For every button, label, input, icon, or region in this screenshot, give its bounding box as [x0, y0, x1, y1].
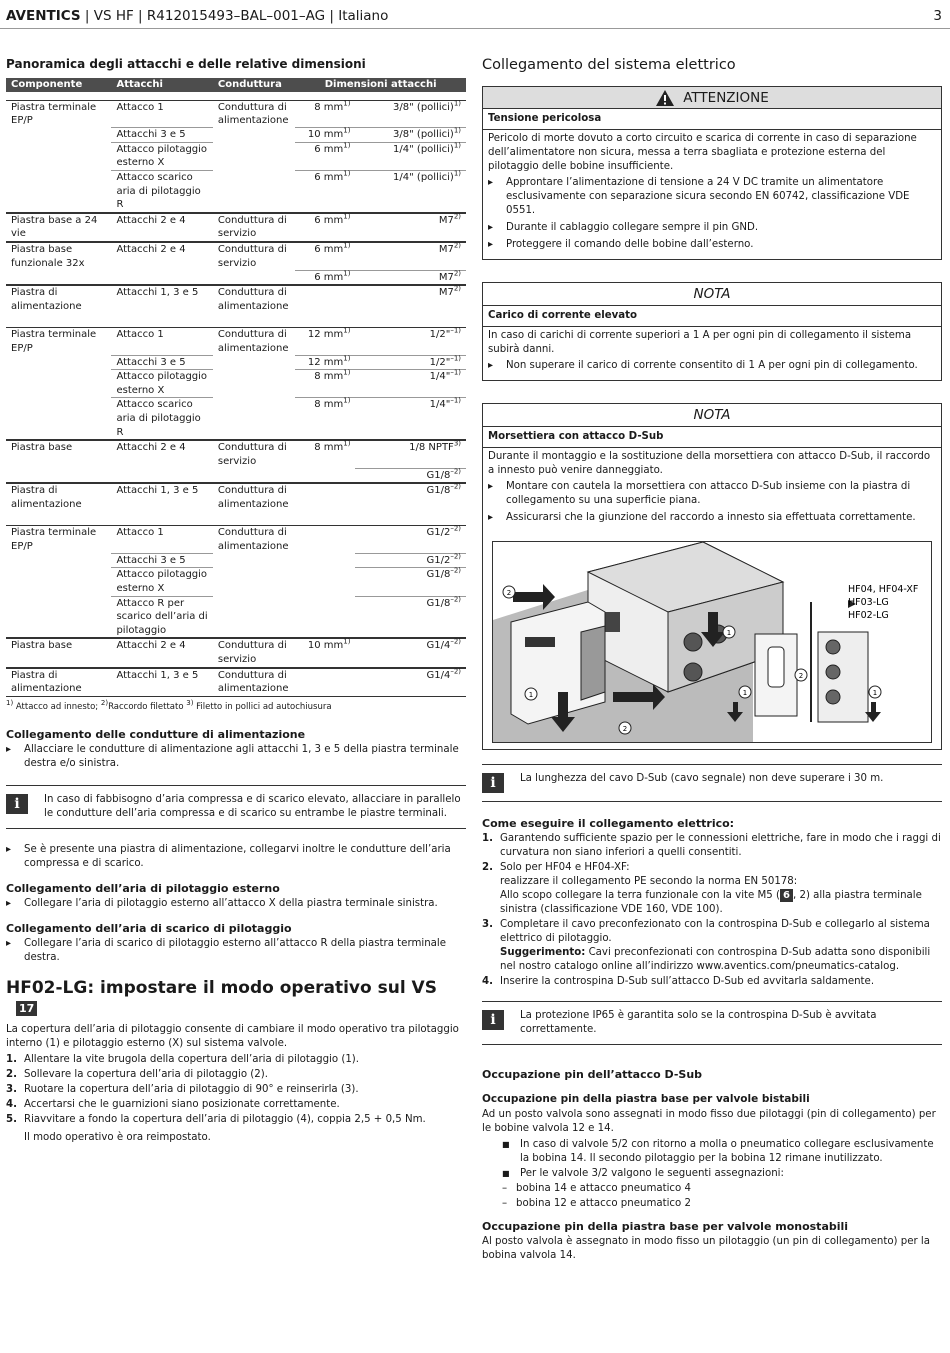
bistable-li: ■ In caso di valvole 5/2 con ritorno a molla o pneumatico collegare esclusivamente la bobina 14. Il secondo pilotaggio per la bobina 12 rimane inutilizzato.: [502, 1138, 942, 1166]
mode-step: 4. Accertarsi che le guarnizioni siano posizionate correttamente.: [6, 1099, 340, 1111]
line-cell: [213, 596, 295, 638]
callout: 1: [528, 691, 534, 699]
left-column: [6, 56, 466, 1147]
port-cell: Attacchi 3 e 5: [111, 553, 212, 568]
info-icon: i: [482, 1010, 504, 1030]
warning-li: ▸ Durante il cablaggio collegare sempre il pin GND.: [488, 221, 936, 235]
port-cell: Attacco scarico aria di pilotaggio R: [111, 170, 212, 212]
port-cell: Attacchi 2 e 4: [111, 638, 212, 667]
size-mm-cell: 12 $mm^{1)}$: [295, 327, 355, 355]
component-cell: Piastra base a 24 vie: [6, 213, 111, 242]
supply-heading: Collegamento delle condutture di alimentazione: [6, 728, 306, 742]
line-cell: Conduttura di alimentazione: [213, 327, 295, 355]
size-thread-cell: 1/4"$^{-1)}$: [355, 398, 466, 440]
size-mm-cell: 6 $mm^{1)}$: [295, 170, 355, 212]
bistable-heading: Occupazione pin della piastra base per valvole bistabili: [482, 1093, 810, 1105]
electrical-heading: Collegamento del sistema elettrico: [482, 57, 736, 73]
size-thread-cell: M7$^{2)}$: [355, 242, 466, 270]
table-row: [6, 285, 466, 313]
size-mm-cell: 8 $mm^{1)}$: [295, 100, 355, 128]
notice-bar: NOTA: [693, 407, 731, 423]
component-cell: Piastra terminale EP/P: [6, 327, 111, 355]
notice-box-current: [482, 282, 942, 381]
table-row: [6, 440, 466, 468]
component-cell: Piastra terminale EP/P: [6, 100, 111, 128]
size-thread-cell: 1/2"$^{-1)}$: [355, 355, 466, 370]
col-ports: Attacchi: [111, 78, 212, 92]
notice-li: ▸ Non superare il carico di corrente consentito di 1 A per ogni pin di collegamento.: [488, 359, 936, 373]
size-mm-cell: 10 $mm^{1)}$: [295, 128, 355, 143]
table-row: [6, 526, 466, 554]
size-mm-cell: [295, 568, 355, 596]
size-thread-cell: 1/8 NPTF$^{3)}$: [355, 440, 466, 468]
line-cell: [213, 270, 295, 285]
table-header: [6, 78, 466, 92]
port-cell: Attacchi 1, 3 e 5: [111, 483, 212, 511]
how-step: 2. Solo per HF04 e HF04-XF: realizzare il collegamento PE secondo la norma EN 50178: Allo scopo collegare la terra funzionale con la vite M5 ( 6 , 2) alla piastra terminale sinistra (classificazione VDE 160, VDE 100).: [482, 862, 922, 915]
size-mm-cell: 12 $mm^{1)}$: [295, 355, 355, 370]
line-cell: [213, 355, 295, 370]
notice-li: ▸ Assicurarsi che la giunzione del raccordo a innesto sia effettuata correttamente.: [488, 511, 936, 525]
table-row: [6, 128, 466, 143]
size-thread-cell: 1/2"$^{-1)}$: [355, 327, 466, 355]
size-thread-cell: M7$^{2)}$: [355, 213, 466, 242]
table-row: [6, 370, 466, 398]
size-mm-cell: 8 $mm^{1)}$: [295, 398, 355, 440]
port-cell: Attacco scarico aria di pilotaggio R: [111, 398, 212, 440]
figure-badge: 17: [16, 1001, 37, 1016]
table-spacer: [6, 92, 466, 100]
table-row: [6, 398, 466, 440]
mode-step: 2. Sollevare la copertura dell’aria di pilotaggio (2).: [6, 1069, 268, 1081]
how-step: 4. Inserire la controspina D-Sub sull’attacco D-Sub ed avvitarla saldamente.: [482, 976, 875, 987]
figure-badge: 6: [780, 889, 793, 902]
table-title: Panoramica degli attacchi e delle relative dimensioni: [6, 57, 366, 71]
mode-step: 1. Allentare la vite brugola della copertura dell’aria di pilotaggio (1).: [6, 1054, 360, 1066]
port-cell: Attacchi 3 e 5: [111, 128, 212, 143]
component-cell: [6, 142, 111, 170]
component-cell: [6, 398, 111, 440]
size-mm-cell: [295, 483, 355, 511]
size-thread-cell: 3/8" (pollici)$^{1)}$: [355, 100, 466, 128]
mode-step: 5. Riavvitare a fondo la copertura dell’aria di pilotaggio (4), coppia 2,5 + 0,5 Nm.: [6, 1114, 426, 1126]
port-cell: Attacchi 2 e 4: [111, 213, 212, 242]
table-row: [6, 468, 466, 483]
info-note-ip: [482, 1001, 942, 1045]
size-mm-cell: 6 $mm^{1)}$: [295, 242, 355, 270]
size-mm-cell: [295, 553, 355, 568]
dsub-figure: [492, 541, 932, 743]
how-step: 3. Completare il cavo preconfezionato con la controspina D-Sub e collegarlo al sistema elettrico di pilotaggio. Suggerimento: Cavi preconfezionati con controspina D-Sub adatta sono disponibili nel nostro catalogo online all’indirizzo www.aventics.com/pneumatics-catalog.: [482, 919, 931, 972]
table-row: [6, 668, 466, 697]
line-cell: [213, 128, 295, 143]
warning-text: Pericolo di morte dovuto a corto circuito e scarica di corrente in caso di separazione dell’alimentatore non sicura, messa a terra sbagliata e protezione esterna del pilotaggio delle bobine insufficiente.: [488, 133, 917, 172]
info-icon: i: [6, 794, 28, 814]
mode-heading: HF02-LG: impostare il modo operativo sul VS17: [6, 978, 437, 1016]
port-cell: Attacco 1: [111, 327, 212, 355]
component-cell: [6, 128, 111, 143]
mono-heading: Occupazione pin della piastra base per valvole monostabili: [482, 1220, 849, 1233]
info-note-cable: [482, 764, 942, 802]
port-cell: Attacchi 2 e 4: [111, 440, 212, 468]
line-cell: [213, 370, 295, 398]
dsub-drawing: [493, 542, 932, 743]
table-row: [6, 327, 466, 355]
line-cell: [213, 468, 295, 483]
table-footnote: $^{1)}$ Attacco ad innesto; $^{2)}$Raccordo filettato $^{3)}$ Filetto in pollici ad autochiusura: [6, 699, 332, 713]
component-cell: Piastra terminale EP/P: [6, 526, 111, 554]
mode-result: Il modo operativo è ora reimpostato.: [24, 1132, 211, 1144]
warning-bar: ATTENZIONE: [483, 87, 941, 109]
port-cell: Attacchi 3 e 5: [111, 355, 212, 370]
page-number: 3: [933, 8, 942, 24]
warning-li: ▸ Proteggere il comando delle bobine dall’esterno.: [488, 238, 936, 252]
table-row: [6, 568, 466, 596]
port-cell: Attacchi 1, 3 e 5: [111, 668, 212, 697]
port-cell: Attacco R per scarico dell’aria di pilotaggio: [111, 596, 212, 638]
size-thread-cell: $G1/8^{-2)}$: [355, 468, 466, 483]
notice-subtitle: Morsettiera con attacco D-Sub: [483, 426, 941, 448]
line-cell: [213, 142, 295, 170]
header-rule: [0, 28, 950, 29]
info-text: La protezione IP65 è garantita solo se la controspina D-Sub è avvitata correttamente.: [520, 1010, 877, 1035]
table-spacer: [6, 512, 466, 526]
callout: 2: [506, 589, 512, 597]
line-cell: Conduttura di alimentazione: [213, 483, 295, 511]
ports-table: [6, 78, 466, 697]
component-cell: [6, 355, 111, 370]
notice-text: Durante il montaggio e la sostituzione della morsettiera con attacco D-Sub, il raccordo a innesto può venire danneggiato.: [488, 451, 931, 476]
size-thread-cell: 1/4" (pollici)$^{1)}$: [355, 170, 466, 212]
component-cell: [6, 370, 111, 398]
component-cell: [6, 568, 111, 596]
size-thread-cell: $G1/4^{-2)}$: [355, 668, 466, 697]
size-mm-cell: 6 $mm^{1)}$: [295, 213, 355, 242]
mono-text: Al posto valvola è assegnato in modo fisso un pilotaggio (un pin di collegamento) per la bobina valvola 14.: [482, 1236, 931, 1261]
component-cell: Piastra base: [6, 638, 111, 667]
table-row: [6, 142, 466, 170]
table-spacer: [6, 313, 466, 327]
component-cell: Piastra di alimentazione: [6, 668, 111, 697]
fig-label: HF03-LG: [848, 597, 889, 608]
line-cell: [213, 553, 295, 568]
component-cell: [6, 468, 111, 483]
line-cell: Conduttura di alimentazione: [213, 668, 295, 697]
component-cell: [6, 170, 111, 212]
line-cell: [213, 398, 295, 440]
bistable-dash: – bobina 14 e attacco pneumatico 4: [502, 1182, 942, 1196]
size-thread-cell: 1/4" (pollici)$^{1)}$: [355, 142, 466, 170]
table-row: [6, 270, 466, 285]
warning-li: ▸ Approntare l’alimentazione di tensione a 24 V DC tramite un alimentatore esclusivamente con separazione sicura secondo EN 60742, classificazione VDE 0551.: [488, 176, 936, 218]
info-note: [6, 785, 466, 829]
warning-icon: [655, 89, 675, 107]
col-dims: Dimensioni attacchi: [295, 78, 466, 92]
port-cell: Attacco pilotaggio esterno X: [111, 370, 212, 398]
size-thread-cell: $G1/8^{-2)}$: [355, 483, 466, 511]
line-cell: [213, 568, 295, 596]
component-cell: Piastra di alimentazione: [6, 483, 111, 511]
table-row: [6, 100, 466, 128]
info-text: In caso di fabbisogno d’aria compressa e di scarico elevato, allacciare in parallelo le condutture dell’aria compressa e di scarico su entrambe le piastre terminali.: [44, 794, 461, 820]
brand: AVENTICS: [6, 8, 81, 24]
notice-text: In caso di carichi di corrente superiori a 1 A per ogni pin di collegamento il sistema subirà danni.: [488, 330, 912, 355]
size-mm-cell: [295, 285, 355, 313]
table-row: [6, 242, 466, 270]
fig-label: HF02-LG: [848, 610, 889, 621]
table-row: [6, 553, 466, 568]
callout: 1: [742, 689, 748, 697]
port-cell: Attacchi 1, 3 e 5: [111, 285, 212, 313]
table-row: [6, 483, 466, 511]
callout: 1: [726, 629, 732, 637]
fig-label: HF04, HF04-XF: [848, 584, 919, 595]
right-column: [482, 56, 942, 1265]
size-mm-cell: [295, 668, 355, 697]
component-cell: [6, 553, 111, 568]
size-mm-cell: [295, 596, 355, 638]
callout: 2: [798, 672, 804, 680]
component-cell: [6, 270, 111, 285]
size-mm-cell: [295, 468, 355, 483]
warning-box: [482, 86, 942, 260]
size-mm-cell: 8 $mm^{1)}$: [295, 440, 355, 468]
size-mm-cell: 6 $mm^{1)}$: [295, 142, 355, 170]
line-cell: Conduttura di servizio: [213, 638, 295, 667]
notice-box-dsub: [482, 403, 942, 750]
line-cell: Conduttura di servizio: [213, 242, 295, 270]
table-row: [6, 638, 466, 667]
table-row: [6, 596, 466, 638]
warning-subtitle: Tensione pericolosa: [483, 109, 941, 130]
component-cell: Piastra base funzionale 32x: [6, 242, 111, 270]
size-thread-cell: $G1/2^{-2)}$: [355, 553, 466, 568]
page-header: [6, 6, 942, 26]
col-component: Componente: [6, 78, 111, 92]
mode-intro: La copertura dell’aria di pilotaggio consente di cambiare il modo operativo tra pilotaggio interno (1) e pilotaggio esterno (X) sul sistema valvole.: [6, 1024, 459, 1050]
ext-heading: Collegamento dell’aria di pilotaggio esterno: [6, 882, 280, 896]
bistable-li: ■ Per le valvole 3/2 valgono le seguenti assegnazioni:: [502, 1167, 942, 1181]
size-mm-cell: 8 $mm^{1)}$: [295, 370, 355, 398]
exh-heading: Collegamento dell’aria di scarico di pilotaggio: [6, 922, 292, 936]
size-thread-cell: M7$^{2)}$: [355, 285, 466, 313]
supply-step: ▸ Allacciare le condutture di alimentazione agli attacchi 1, 3 e 5 della piastra terminale destra e/o sinistra.: [6, 743, 466, 771]
bistable-dash: – bobina 12 e attacco pneumatico 2: [502, 1197, 942, 1211]
size-thread-cell: 3/8" (pollici)$^{1)}$: [355, 128, 466, 143]
component-cell: [6, 596, 111, 638]
mode-step: 3. Ruotare la copertura dell’aria di pilotaggio di 90° e reinserirla (3).: [6, 1084, 359, 1096]
exh-step: ▸ Collegare l’aria di scarico di pilotaggio esterno all’attacco R della piastra terminale destra.: [6, 937, 466, 965]
port-cell: Attacco pilotaggio esterno X: [111, 568, 212, 596]
doc-ref: | VS HF | R412015493–BAL–001–AG | Italiano: [80, 8, 389, 24]
notice-bar: NOTA: [693, 286, 731, 302]
size-thread-cell: $G1/8^{-2)}$: [355, 596, 466, 638]
notice-subtitle: Carico di corrente elevato: [483, 305, 941, 327]
port-cell: Attacco 1: [111, 100, 212, 128]
line-cell: Conduttura di servizio: [213, 213, 295, 242]
info-icon: i: [482, 773, 504, 793]
port-cell: [111, 270, 212, 285]
size-thread-cell: $G1/4^{-2)}$: [355, 638, 466, 667]
size-thread-cell: 1/4"$^{-1)}$: [355, 370, 466, 398]
size-mm-cell: 6 $mm^{1)}$: [295, 270, 355, 285]
col-line: Conduttura: [213, 78, 295, 92]
line-cell: Conduttura di alimentazione: [213, 285, 295, 313]
callout: 2: [622, 725, 628, 733]
line-cell: Conduttura di alimentazione: [213, 100, 295, 128]
table-row: [6, 170, 466, 212]
ext-step: ▸ Collegare l’aria di pilotaggio esterno all’attacco X della piastra terminale sinistra.: [6, 897, 466, 911]
callout: 1: [872, 689, 878, 697]
how-step: 1. Garantendo sufficiente spazio per le connessioni elettriche, fare in modo che i raggi di curvatura non siano inferiori a quelli consentiti.: [482, 833, 941, 858]
port-cell: Attacco 1: [111, 526, 212, 554]
size-mm-cell: 10 $mm^{1)}$: [295, 638, 355, 667]
size-thread-cell: $G1/2^{-2)}$: [355, 526, 466, 554]
supply-step-2: ▸ Se è presente una piastra di alimentazione, collegarvi inoltre le condutture dell’aria compressa e di scarico.: [6, 843, 466, 871]
port-cell: Attacchi 2 e 4: [111, 242, 212, 270]
mode-steps: [6, 1053, 466, 1127]
port-cell: Attacco pilotaggio esterno X: [111, 142, 212, 170]
component-cell: Piastra base: [6, 440, 111, 468]
how-heading: Come eseguire il collegamento elettrico:: [482, 817, 735, 830]
port-cell: [111, 468, 212, 483]
info-text: La lunghezza del cavo D-Sub (cavo segnale) non deve superare i 30 m.: [520, 773, 884, 784]
size-thread-cell: M7$^{2)}$: [355, 270, 466, 285]
line-cell: Conduttura di servizio: [213, 440, 295, 468]
size-thread-cell: $G1/8^{-2)}$: [355, 568, 466, 596]
component-cell: Piastra di alimentazione: [6, 285, 111, 313]
table-row: [6, 355, 466, 370]
size-mm-cell: [295, 526, 355, 554]
line-cell: Conduttura di alimentazione: [213, 526, 295, 554]
line-cell: [213, 170, 295, 212]
table-end: [6, 696, 466, 697]
bistable-text: Ad un posto valvola sono assegnati in modo fisso due pilotaggi (pin di collegamento) per le bobine valvola 12 e 14.: [482, 1109, 936, 1134]
pins-heading: Occupazione pin dell’attacco D-Sub: [482, 1068, 703, 1081]
table-row: [6, 213, 466, 242]
notice-li: ▸ Montare con cautela la morsettiera con attacco D-Sub insieme con la piastra di collegamento su una superficie piana.: [488, 480, 936, 508]
